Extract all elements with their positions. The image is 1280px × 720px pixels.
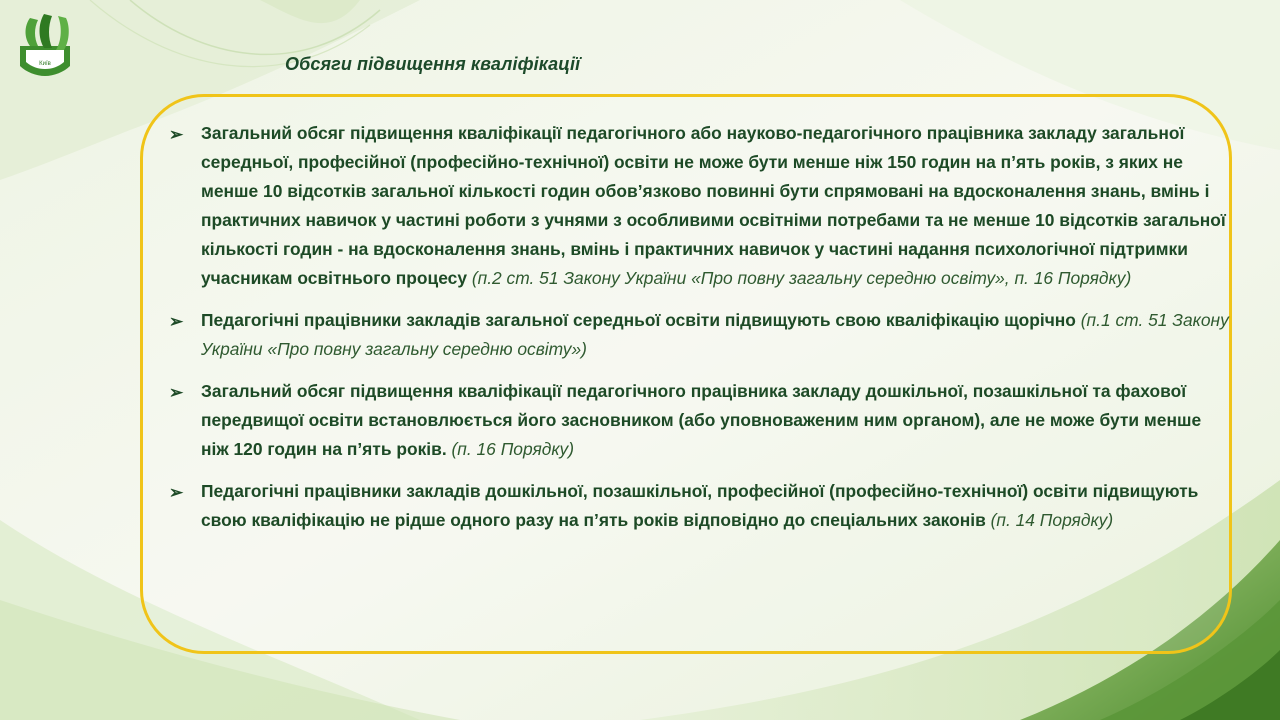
arrowhead-bullet-icon: ➢ bbox=[169, 383, 184, 402]
arrowhead-bullet-icon: ➢ bbox=[169, 125, 184, 144]
bullet-reference: (п.2 ст. 51 Закону України «Про повну загальну середню освіту», п. 16 Порядку) bbox=[467, 268, 1132, 288]
bullet-text: Загальний обсяг підвищення кваліфікації педагогічного працівника закладу дошкільної, позашкільної та фахової передвищої освіти встановлюється його засновником (або уповноваженим ним органом), але не може бути менше ніж 120 годин на п’ять років. bbox=[201, 381, 1202, 459]
arrowhead-bullet-icon: ➢ bbox=[169, 312, 184, 331]
bullet-list bbox=[169, 119, 1229, 548]
content-box bbox=[140, 94, 1232, 654]
list-item bbox=[169, 306, 1229, 364]
slide-title: Обсяги підвищення кваліфікації bbox=[285, 54, 581, 74]
list-item bbox=[169, 477, 1229, 535]
list-item bbox=[169, 119, 1229, 293]
bullet-reference: (п.1 ст. 51 Закону України «Про повну загальну середню освіту») bbox=[201, 310, 1229, 359]
arrowhead-bullet-icon: ➢ bbox=[169, 483, 184, 502]
list-item bbox=[169, 377, 1229, 464]
bullet-reference: (п. 16 Порядку) bbox=[446, 439, 575, 459]
bullet-text: Педагогічні працівники закладів дошкільної, позашкільної, професійної (професійно-технічної) освіти підвищують свою кваліфікацію не рідше одного разу на п’ять років відповідно до спеціальних законів bbox=[201, 481, 1199, 530]
logo-caption: Київ bbox=[39, 61, 51, 67]
institution-logo-icon bbox=[16, 12, 74, 78]
bullet-reference: (п. 14 Порядку) bbox=[985, 510, 1114, 530]
bullet-text: Загальний обсяг підвищення кваліфікації педагогічного або науково-педагогічного працівника закладу загальної середньої, професійної (професійно-технічної) освіти не може бути менше ніж 150 годин на п’ять років, з яких не менше 10 відсотків загальної кількості годин обов’язково повинні бути спрямовані на вдосконалення знань, вмінь і практичних навичок у частині роботи з учнями з особливими освітніми потребами та не менше 10 відсотків загальної кількості годин - на вдосконалення знань, вмінь і практичних навичок у частині надання психологічної підтримки учасникам освітнього процесу bbox=[201, 123, 1226, 288]
bullet-text: Педагогічні працівники закладів загальної середньої освіти підвищують свою кваліфікацію щорічно bbox=[201, 310, 1076, 330]
